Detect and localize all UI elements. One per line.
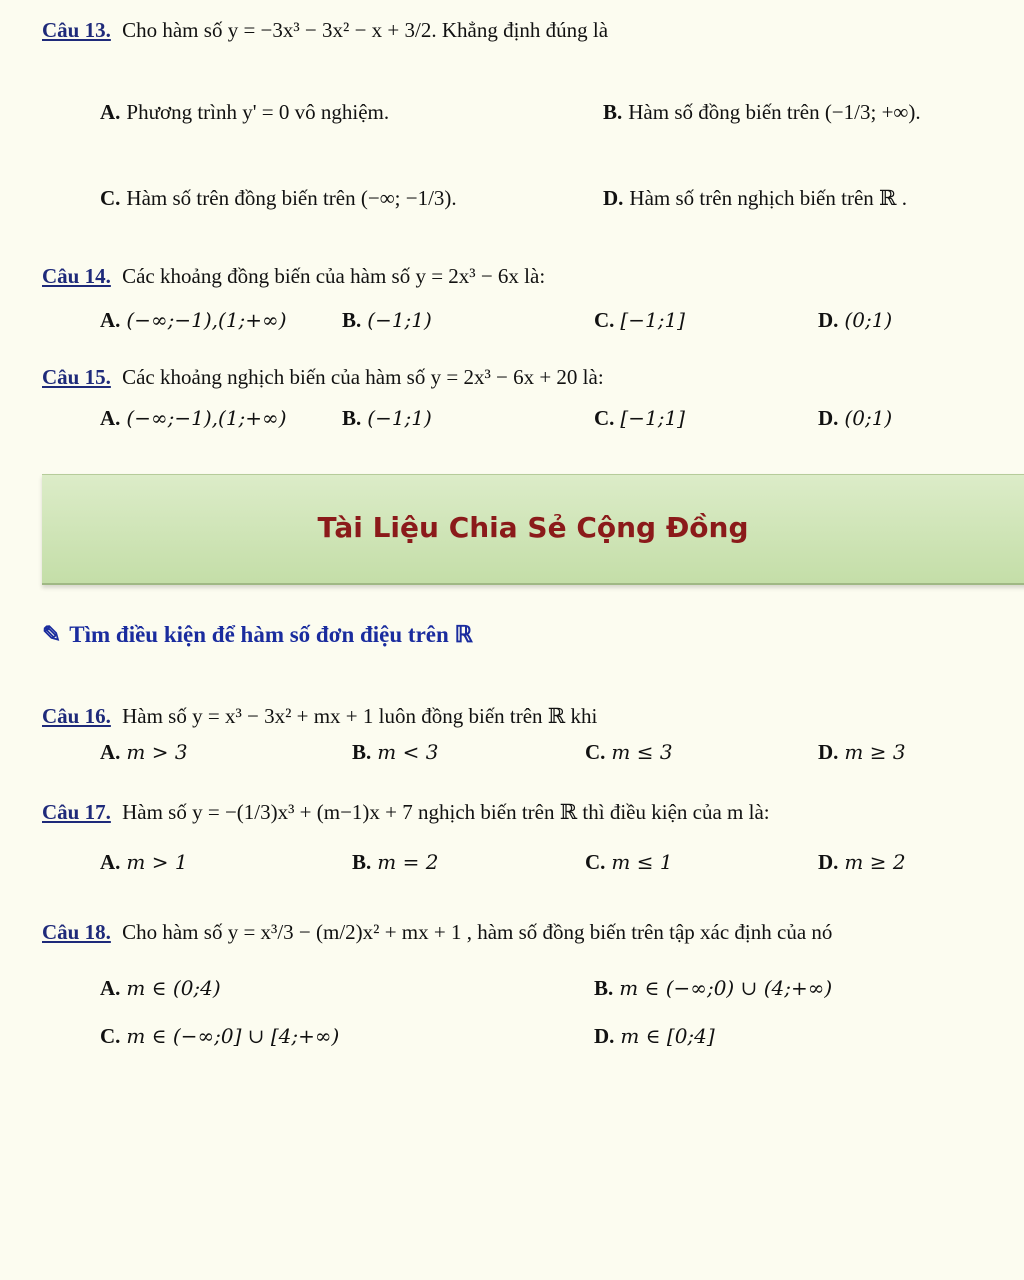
section-title: Tìm điều kiện để hàm số đơn điệu trên ℝ [69,622,473,647]
option-label: D. [818,406,839,430]
option-label: B. [342,406,362,430]
option-label: B. [594,976,614,1000]
question-16 [42,704,597,729]
option-label: D. [594,1024,615,1048]
option-c[interactable] [594,308,685,333]
option-a[interactable] [100,308,287,333]
question-15 [42,365,604,390]
question-number: Câu 16. [42,704,111,728]
option-text: m ∈ (−∞;0] ∪ [4;+∞) [126,1024,340,1048]
option-text: m ∈ (−∞;0) ∪ (4;+∞) [619,976,833,1000]
question-13 [42,18,608,43]
option-label: A. [100,100,121,124]
option-label: A. [100,976,121,1000]
option-c[interactable] [100,1024,339,1049]
option-text: Hàm số trên nghịch biến trên ℝ . [629,186,907,210]
question-number: Câu 18. [42,920,111,944]
option-a[interactable] [100,740,188,765]
option-d[interactable] [603,186,907,211]
option-text: (−∞;−1),(1;+∞) [126,308,287,332]
option-b[interactable] [352,740,438,765]
option-b[interactable] [603,100,921,125]
option-label: B. [342,308,362,332]
option-text: Hàm số trên đồng biến trên (−∞; −1/3). [126,186,457,210]
section-heading [42,622,473,648]
option-text: m ≥ 3 [844,740,906,764]
option-a[interactable] [100,406,287,431]
question-stem: Cho hàm số y = x³/3 − (m/2)x² + mx + 1 , hàm số đồng biến trên tập xác định của nó [122,920,833,944]
option-label: A. [100,308,121,332]
option-label: B. [603,100,623,124]
option-text: Hàm số đồng biến trên (−1/3; +∞). [628,100,921,124]
option-d[interactable] [818,740,906,765]
option-c[interactable] [100,186,457,211]
question-17 [42,800,770,825]
option-label: D. [818,850,839,874]
question-stem: Cho hàm số y = −3x³ − 3x² − x + 3/2. Khẳng định đúng là [122,18,609,42]
option-c[interactable] [585,850,673,875]
option-b[interactable] [352,850,438,875]
option-a[interactable] [100,976,221,1001]
option-label: D. [603,186,624,210]
option-text: m < 3 [377,740,439,764]
option-text: [−1;1] [620,308,685,332]
option-text: m ≥ 2 [844,850,906,874]
option-text: m = 2 [377,850,439,874]
option-label: C. [585,850,606,874]
option-d[interactable] [818,308,892,333]
option-label: D. [818,308,839,332]
option-text: (−1;1) [367,406,432,430]
option-text: m ∈ [0;4] [620,1024,715,1048]
option-c[interactable] [585,740,673,765]
option-a[interactable] [100,100,389,125]
option-text: [−1;1] [620,406,685,430]
option-text: (−1;1) [367,308,432,332]
option-label: A. [100,740,121,764]
banner-title: Tài Liệu Chia Sẻ Cộng Đồng [317,511,749,544]
option-text: m > 3 [126,740,188,764]
option-label: A. [100,850,121,874]
option-d[interactable] [594,1024,715,1049]
option-text: Phương trình y' = 0 vô nghiệm. [126,100,390,124]
option-label: C. [100,1024,121,1048]
banner [42,474,1024,585]
option-label: C. [585,740,606,764]
option-text: m > 1 [126,850,188,874]
option-text: m ≤ 1 [611,850,673,874]
question-number: Câu 14. [42,264,111,288]
question-stem: Hàm số y = −(1/3)x³ + (m−1)x + 7 nghịch biến trên ℝ thì điều kiện của m là: [122,800,770,824]
option-text: (0;1) [844,406,893,430]
option-label: C. [594,308,615,332]
option-text: m ≤ 3 [611,740,673,764]
option-label: A. [100,406,121,430]
question-14 [42,264,545,289]
option-a[interactable] [100,850,188,875]
option-text: m ∈ (0;4) [126,976,221,1000]
question-number: Câu 13. [42,18,111,42]
option-label: D. [818,740,839,764]
pencil-icon: ✎ [42,622,62,647]
question-number: Câu 15. [42,365,111,389]
option-b[interactable] [342,406,432,431]
option-b[interactable] [594,976,832,1001]
option-d[interactable] [818,406,892,431]
option-label: C. [594,406,615,430]
option-text: (0;1) [844,308,893,332]
option-label: C. [100,186,121,210]
question-18 [42,920,832,945]
option-c[interactable] [594,406,685,431]
option-text: (−∞;−1),(1;+∞) [126,406,287,430]
question-stem: Các khoảng nghịch biến của hàm số y = 2x³ − 6x + 20 là: [122,365,604,389]
option-d[interactable] [818,850,906,875]
option-label: B. [352,740,372,764]
question-stem: Các khoảng đồng biến của hàm số y = 2x³ − 6x là: [122,264,546,288]
option-b[interactable] [342,308,432,333]
option-label: B. [352,850,372,874]
question-number: Câu 17. [42,800,111,824]
question-stem: Hàm số y = x³ − 3x² + mx + 1 luôn đồng biến trên ℝ khi [122,704,598,728]
